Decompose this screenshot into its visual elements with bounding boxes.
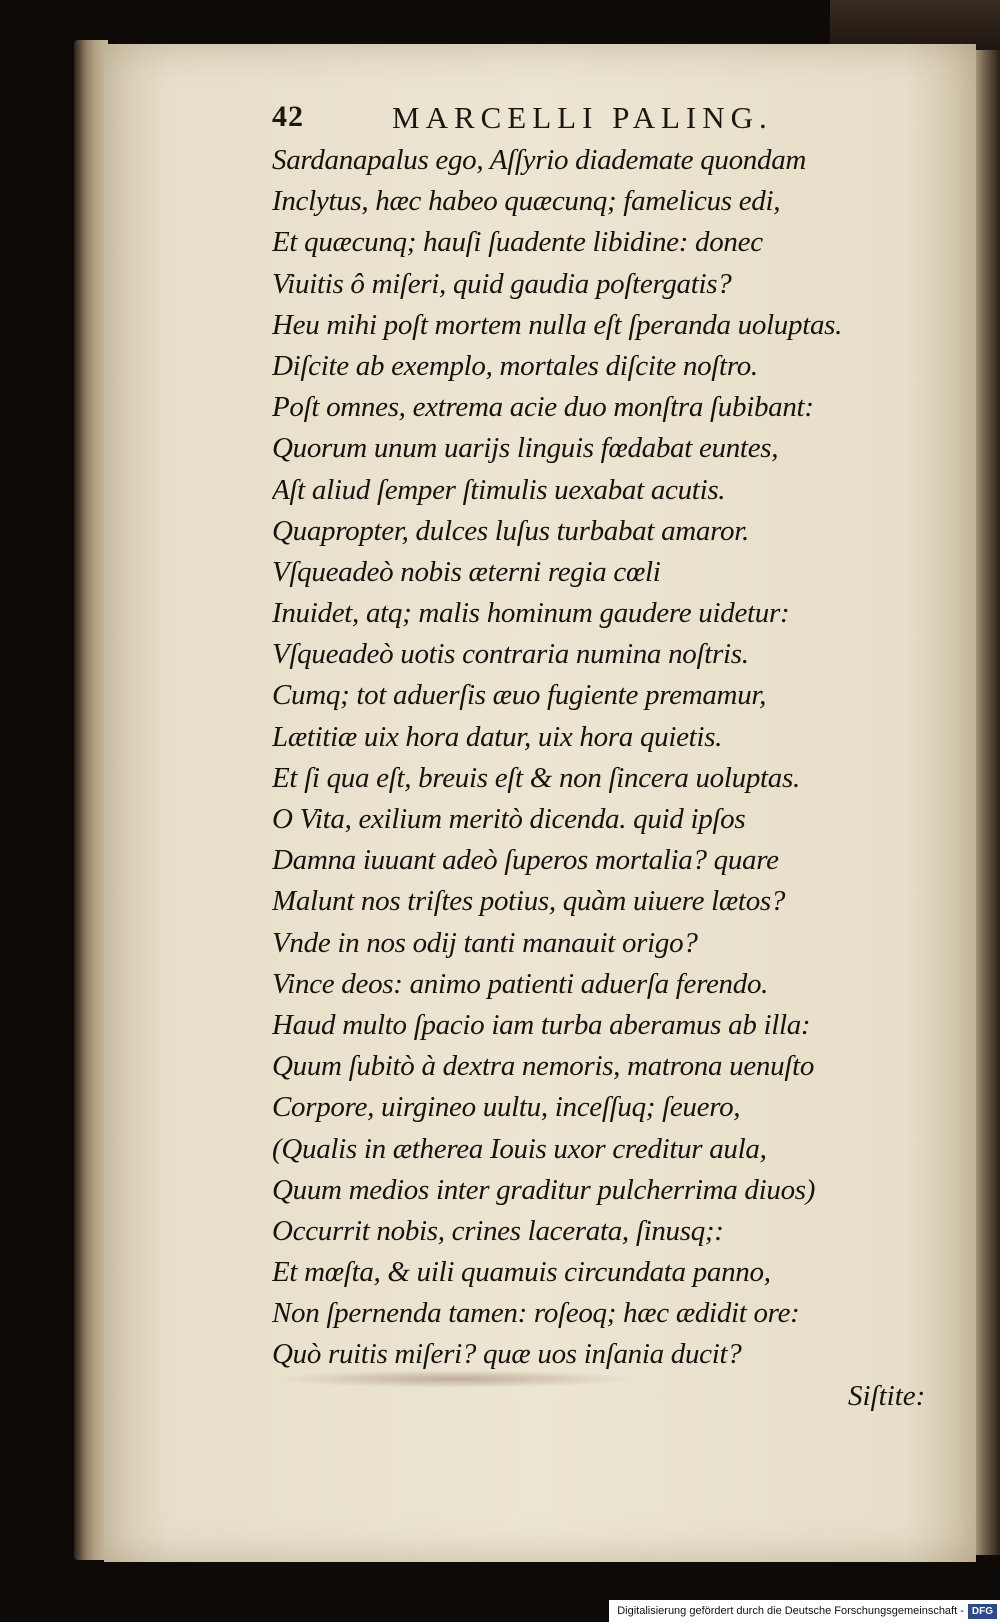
verse-line: Malunt nos triſtes potius, quàm uiuere lætos? xyxy=(272,885,786,918)
digitization-footer xyxy=(609,1600,1000,1622)
dfg-logo: DFG xyxy=(968,1604,997,1619)
verse-line: Corpore, uirgineo uultu, inceſſuq; ſeuero, xyxy=(272,1091,741,1124)
verse-line: Diſcite ab exemplo, mortales diſcite noſtro. xyxy=(272,349,758,382)
verse-line: Vnde in nos odij tanti manauit origo? xyxy=(272,926,698,959)
verse-line: Damna iuuant adeò ſuperos mortalia? quare xyxy=(272,844,779,877)
verse-line: Vſqueadeò uotis contraria numina noſtris. xyxy=(272,638,749,671)
running-title: MARCELLI PALING. xyxy=(392,100,773,135)
verse-line: Quorum unum uarijs linguis fœdabat euntes, xyxy=(272,432,779,465)
verse-line: Et ſi qua eſt, breuis eſt & non ſincera uoluptas. xyxy=(272,761,800,794)
page-header xyxy=(272,100,832,140)
verse-line: Et mœſta, & uili quamuis circundata panno, xyxy=(272,1256,771,1289)
verse-line: Vince deos: animo patienti aduerſa ferendo. xyxy=(272,967,769,1000)
verse-line: Inuidet, atq; malis hominum gaudere uidetur: xyxy=(272,597,790,630)
page-edge-left xyxy=(74,40,108,1560)
verse-line: O Vita, exilium meritò dicenda. quid ipſos xyxy=(272,803,746,835)
verse-line: Heu mihi poſt mortem nulla eſt ſperanda uoluptas. xyxy=(272,308,843,341)
verse-line: Quò ruitis miſeri? quæ uos inſania ducit? xyxy=(272,1338,742,1371)
catchword: Siſtite: xyxy=(848,1380,926,1412)
page-edge-right xyxy=(972,50,1000,1555)
verse-line: Non ſpernenda tamen: roſeoq; hæc ædidit ore: xyxy=(272,1297,800,1330)
verse-line: Sardanapalus ego, Aſſyrio diademate quondam xyxy=(272,144,807,176)
footer-credit: Digitalisierung gefördert durch die Deutsche Forschungsgemeinschaft - xyxy=(617,1605,964,1617)
ink-stain xyxy=(275,1370,635,1388)
verse-text xyxy=(272,140,912,1376)
verse-line: Et quæcunq; hauſi ſuadente libidine: donec xyxy=(272,226,763,259)
verse-line: Quum ſubitò à dextra nemoris, matrona uenuſto xyxy=(272,1050,815,1083)
page-number: 42 xyxy=(272,100,304,133)
verse-line: Lætitiæ uix hora datur, uix hora quietis. xyxy=(272,720,723,753)
verse-line: Quum medios inter graditur pulcherrima diuos) xyxy=(272,1173,816,1206)
verse-line: Haud multo ſpacio iam turba aberamus ab illa: xyxy=(272,1008,811,1041)
verse-line: Poſt omnes, extrema acie duo monſtra ſubibant: xyxy=(272,391,814,424)
verse-line: Quapropter, dulces luſus turbabat amaror. xyxy=(272,514,749,547)
verse-line: (Qualis in æthereа Iouis uxor creditur aula, xyxy=(272,1132,767,1165)
verse-line: Cumq; tot aduerſis æuo fugiente premamur, xyxy=(272,679,767,712)
verse-line: Occurrit nobis, crines lacerata, ſinusq;: xyxy=(272,1214,724,1247)
verse-line: Inclytus, hæc habeo quæcunq; famelicus edi, xyxy=(272,185,781,218)
verse-line: Vſqueadeò nobis æterni regia cœli xyxy=(272,555,661,588)
verse-line: Viuitis ô miſeri, quid gaudia poſtergatis? xyxy=(272,267,732,300)
verse-line: Aſt aliud ſemper ſtimulis uexabat acutis. xyxy=(272,473,726,506)
